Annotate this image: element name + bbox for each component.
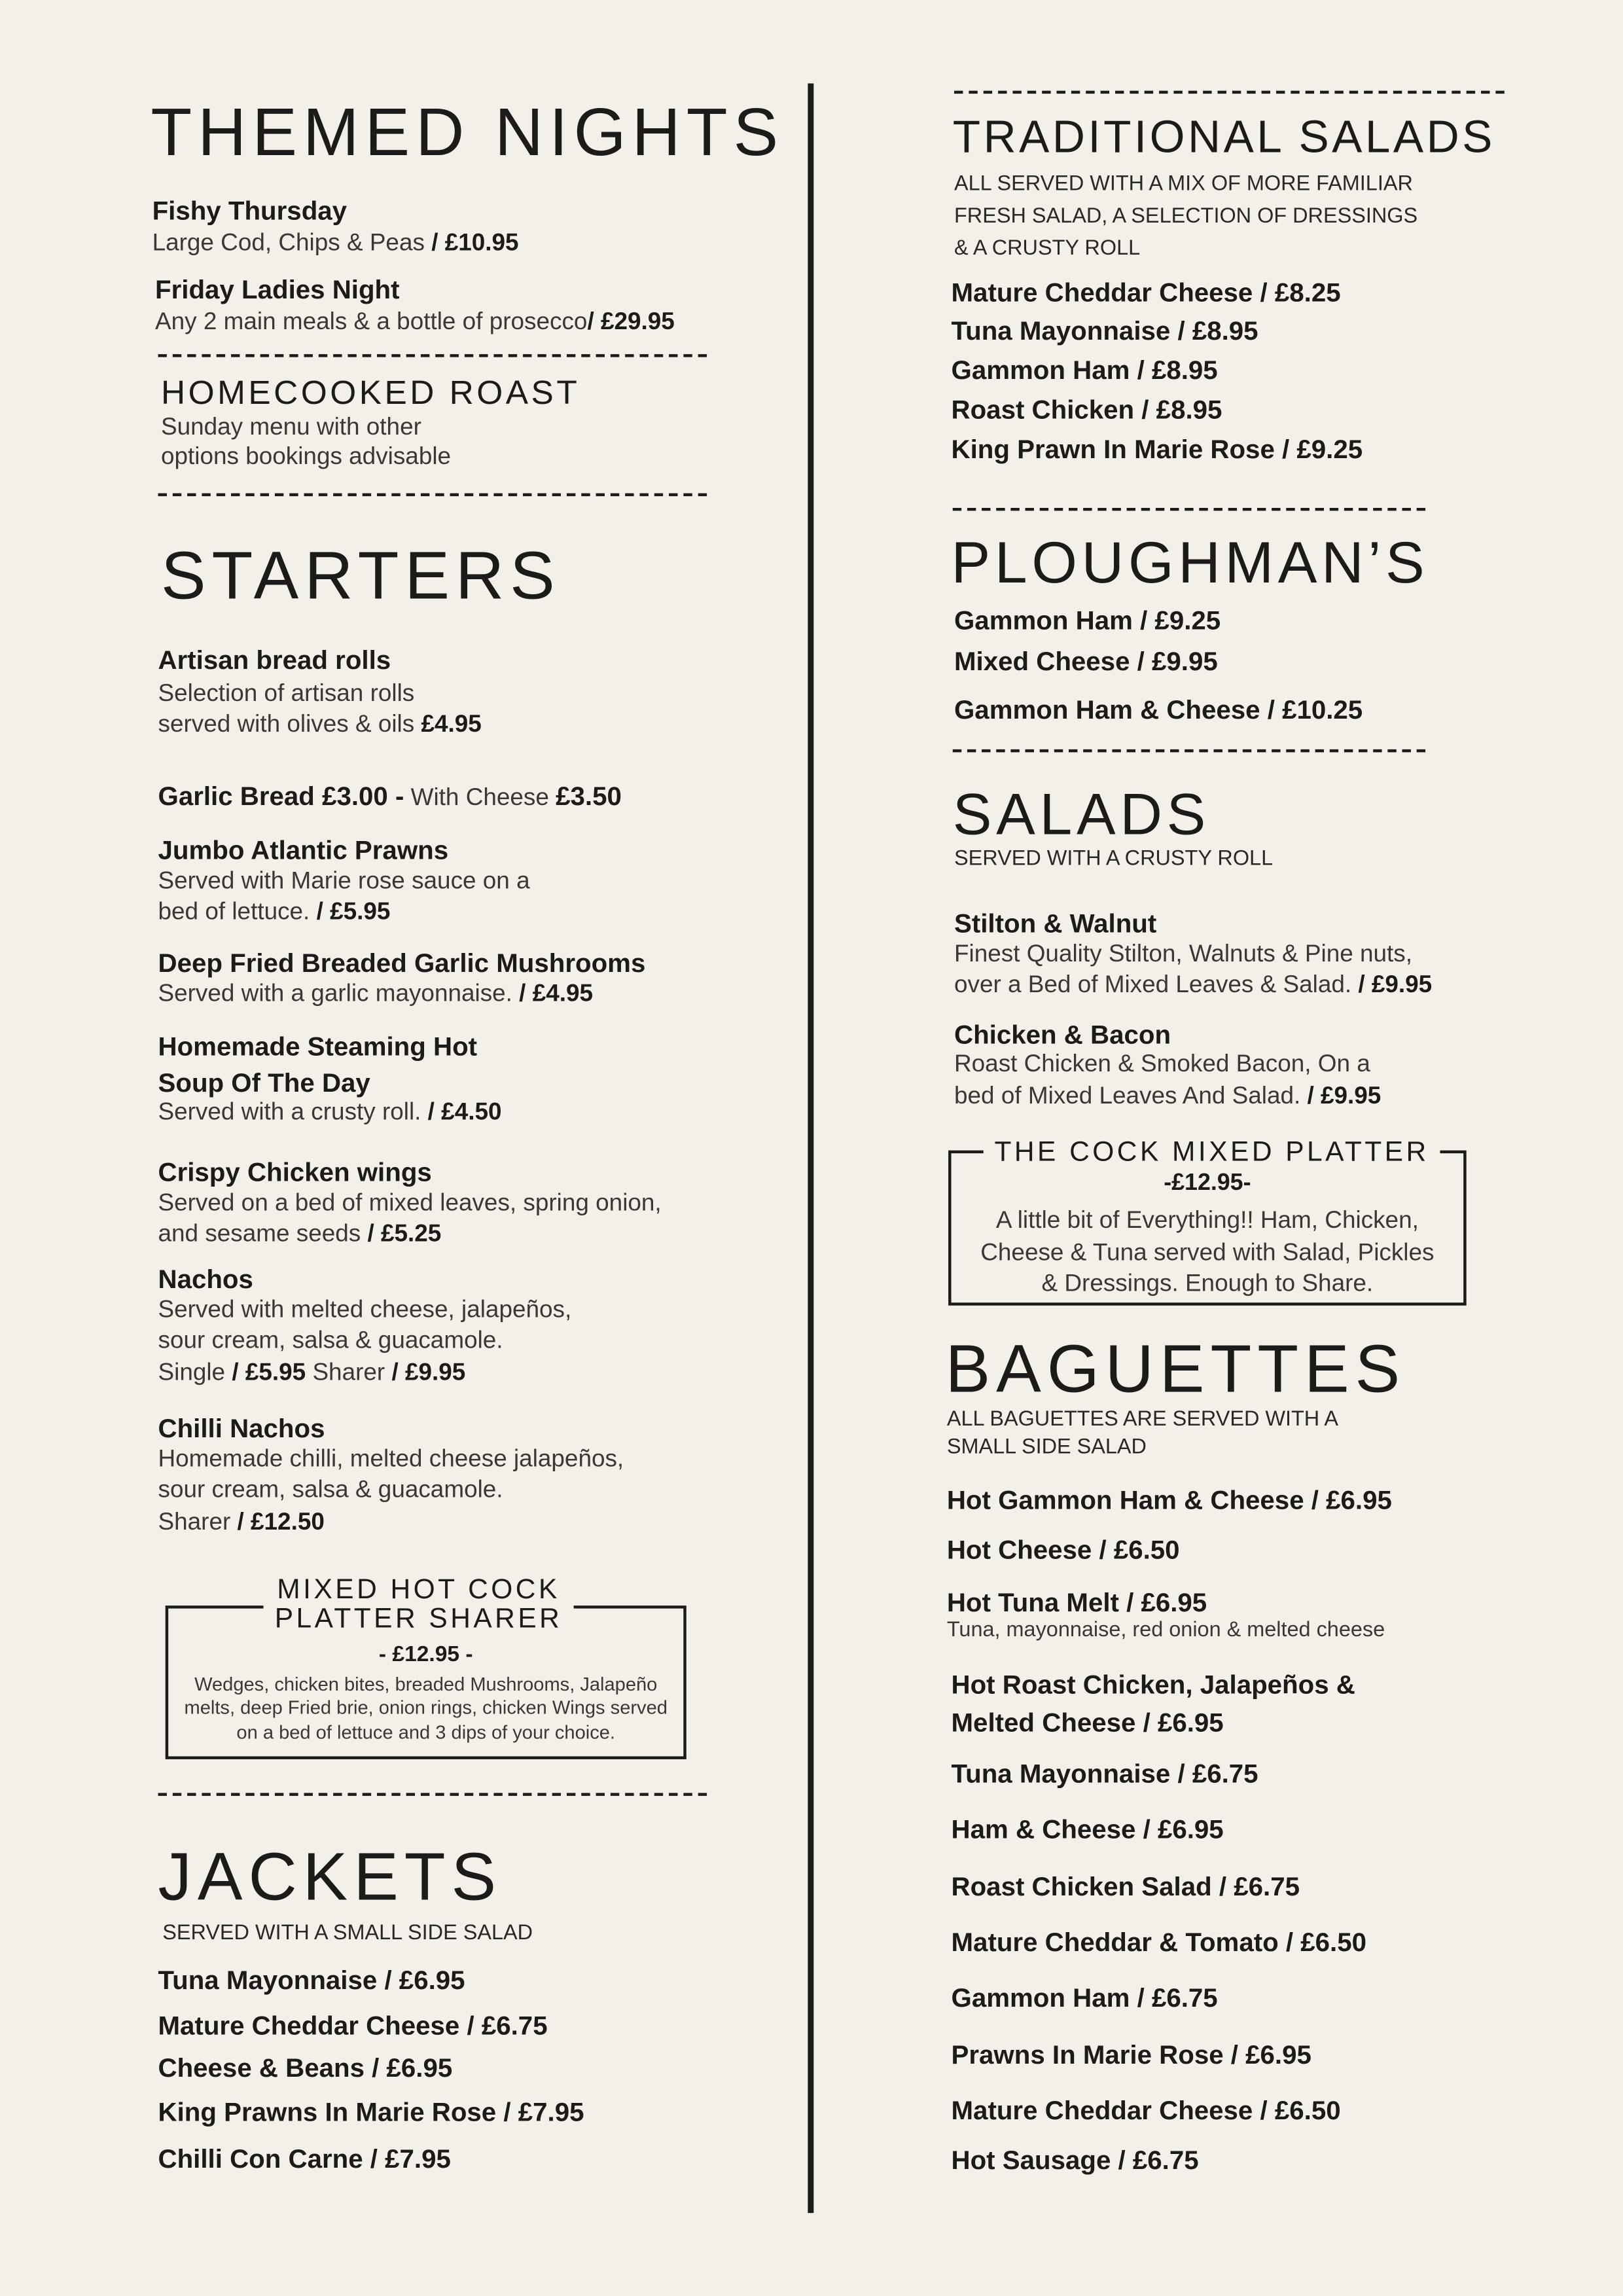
price: £4.95 xyxy=(421,711,482,738)
menu-item: Mature Cheddar Cheese / £8.25 xyxy=(951,278,1341,308)
menu-item-desc: sour cream, salsa & guacamole. xyxy=(158,1327,503,1354)
menu-item-name: Fishy Thursday xyxy=(152,196,348,226)
platter-sharer-title xyxy=(264,1576,574,1634)
roast-desc: Sunday menu with other xyxy=(160,414,421,441)
price: / £10.95 xyxy=(431,230,519,257)
desc-line: Wedges, chicken bites, breaded Mushrooms, Jalapeño xyxy=(194,1672,658,1695)
menu-item-name: Friday Ladies Night xyxy=(155,275,400,305)
menu-item: Hot Gammon Ham & Cheese / £6.95 xyxy=(946,1485,1392,1515)
menu-item-desc: Served on a bed of mixed leaves, spring onion, xyxy=(158,1190,662,1217)
menu-item-prices xyxy=(158,1361,466,1386)
baguettes-desc: ALL BAGUETTES ARE SERVED WITH A xyxy=(946,1408,1339,1432)
menu-item: Gammon Ham / £6.75 xyxy=(951,1983,1218,2013)
platter-desc xyxy=(166,1673,687,1744)
menu-item: Mature Cheddar Cheese / £6.50 xyxy=(951,2096,1341,2125)
price: / £12.50 xyxy=(237,1509,325,1535)
menu-item: Hot Roast Chicken, Jalapeños & xyxy=(951,1670,1355,1700)
desc-line: A little bit of Everything!! Ham, Chicken, xyxy=(995,1207,1419,1234)
price: / £5.95 xyxy=(316,899,391,925)
menu-item: Prawns In Marie Rose / £6.95 xyxy=(951,2040,1311,2070)
menu-item-desc: Tuna, mayonnaise, red onion & melted cheese xyxy=(946,1619,1385,1643)
price: / £29.95 xyxy=(587,308,675,336)
menu-item: Cheese & Beans / £6.95 xyxy=(158,2053,453,2083)
size-label: Sharer xyxy=(306,1359,392,1386)
desc-text: bed of Mixed Leaves And Salad. xyxy=(954,1083,1308,1110)
menu-item-name: Jumbo Atlantic Prawns xyxy=(158,835,449,865)
size-label: Single xyxy=(158,1359,232,1386)
menu-item: Tuna Mayonnaise / £8.95 xyxy=(951,316,1258,346)
menu-item: Gammon Ham & Cheese / £10.25 xyxy=(954,695,1363,725)
price: £3.50 xyxy=(556,781,622,811)
menu-item-desc: Served with Marie rose sauce on a xyxy=(158,868,530,895)
dashed-divider xyxy=(158,354,707,357)
menu-item-desc xyxy=(158,1222,442,1246)
traditional-salads-heading: TRADITIONAL SALADS xyxy=(952,111,1495,163)
menu-item-desc xyxy=(954,1085,1381,1109)
salads-subtitle: SERVED WITH A CRUSTY ROLL xyxy=(954,847,1274,871)
menu-item-desc xyxy=(158,1101,502,1125)
menu-item-name: Chilli Nachos xyxy=(158,1414,325,1443)
title-line: PLATTER SHARER xyxy=(274,1604,563,1635)
menu-item-name: Soup Of The Day xyxy=(158,1068,370,1098)
menu-item: Hot Sausage / £6.75 xyxy=(951,2145,1199,2175)
dashed-divider xyxy=(953,749,1425,752)
menu-item: Gammon Ham / £9.25 xyxy=(954,605,1221,636)
homecooked-roast-heading: HOMECOOKED ROAST xyxy=(160,373,580,412)
size-label: Sharer xyxy=(158,1509,238,1535)
menu-item: Mixed Cheese / £9.95 xyxy=(954,647,1218,677)
desc-line: & Dressings. Enough to Share. xyxy=(1041,1270,1374,1297)
dashed-divider xyxy=(158,1793,707,1795)
menu-item-name: Deep Fried Breaded Garlic Mushrooms xyxy=(158,948,646,978)
menu-item: Chilli Con Carne / £7.95 xyxy=(158,2144,451,2174)
menu-item: Hot Cheese / £6.50 xyxy=(946,1535,1180,1565)
menu-item-desc xyxy=(152,231,519,255)
menu-item-desc: sour cream, salsa & guacamole. xyxy=(158,1477,503,1503)
menu-item-garlic-bread xyxy=(158,783,622,810)
menu-item-desc: Served with melted cheese, jalapeños, xyxy=(158,1297,572,1323)
menu-item: Ham & Cheese / £6.95 xyxy=(951,1814,1224,1844)
column-divider xyxy=(808,83,813,2213)
price: / £4.50 xyxy=(427,1099,502,1126)
title-line: MIXED HOT COCK xyxy=(277,1575,560,1606)
price: / £9.95 xyxy=(1307,1083,1382,1110)
menu-item-name: Garlic Bread £3.00 - xyxy=(158,781,404,811)
desc-text: Any 2 main meals & a bottle of prosecco xyxy=(155,308,588,336)
menu-item: Melted Cheese / £6.95 xyxy=(951,1708,1224,1738)
menu-item-desc: Selection of artisan rolls xyxy=(158,680,415,708)
dashed-divider xyxy=(953,508,1425,511)
menu-item-name: Chicken & Bacon xyxy=(954,1020,1171,1050)
traditional-desc: FRESH SALAD, A SELECTION OF DRESSINGS xyxy=(954,205,1418,228)
menu-item: Mature Cheddar & Tomato / £6.50 xyxy=(951,1928,1367,1957)
menu-item-desc xyxy=(155,310,675,334)
desc-text: bed of lettuce. xyxy=(158,899,317,925)
desc-text: Large Cod, Chips & Peas xyxy=(152,230,432,257)
dashed-divider xyxy=(954,91,1505,94)
desc-line: on a bed of lettuce and 3 dips of your choice. xyxy=(236,1720,616,1743)
platter-price: -£12.95- xyxy=(1164,1170,1251,1196)
menu-item-desc: Homemade chilli, melted cheese jalapeños, xyxy=(158,1446,624,1473)
menu-item-desc xyxy=(158,713,482,737)
price: / £5.25 xyxy=(367,1220,442,1247)
desc-line: Cheese & Tuna served with Salad, Pickles xyxy=(980,1238,1435,1266)
menu-item: King Prawns In Marie Rose / £7.95 xyxy=(158,2097,584,2127)
menu-item-desc: Roast Chicken & Smoked Bacon, On a xyxy=(954,1050,1370,1077)
traditional-desc: & A CRUSTY ROLL xyxy=(954,237,1141,261)
menu-item: Roast Chicken Salad / £6.75 xyxy=(951,1872,1300,1901)
price: / £4.95 xyxy=(519,980,594,1007)
menu-item-prices xyxy=(158,1511,325,1535)
desc-text: over a Bed of Mixed Leaves & Salad. xyxy=(954,971,1359,999)
menu-item: Hot Tuna Melt / £6.95 xyxy=(946,1588,1207,1618)
price: / £9.95 xyxy=(1358,971,1433,999)
roast-desc: options bookings advisable xyxy=(160,443,452,470)
menu-item: Roast Chicken / £8.95 xyxy=(951,395,1222,425)
traditional-desc: ALL SERVED WITH A MIX OF MORE FAMILIAR xyxy=(954,172,1413,196)
menu-item-name: Stilton & Walnut xyxy=(954,908,1157,939)
menu-item-desc xyxy=(158,900,391,924)
platter-desc xyxy=(948,1206,1467,1300)
menu-item-desc xyxy=(954,973,1432,997)
baguettes-heading: BAGUETTES xyxy=(945,1330,1406,1407)
ploughmans-heading: PLOUGHMAN’S xyxy=(951,531,1429,596)
menu-item: Tuna Mayonnaise / £6.95 xyxy=(158,1965,465,1995)
menu-item-desc: Finest Quality Stilton, Walnuts & Pine nuts, xyxy=(954,941,1413,968)
desc-line: melts, deep Fried brie, onion rings, chicken Wings served xyxy=(184,1696,668,1719)
desc-text: Served with a crusty roll. xyxy=(158,1099,428,1126)
menu-item-name: Artisan bread rolls xyxy=(158,645,391,675)
platter-price: - £12.95 - xyxy=(378,1642,473,1668)
salads-heading: SALADS xyxy=(952,783,1211,848)
baguettes-desc: SMALL SIDE SALAD xyxy=(946,1435,1147,1460)
menu-item: Gammon Ham / £8.95 xyxy=(951,355,1218,386)
jackets-subtitle: SERVED WITH A SMALL SIDE SALAD xyxy=(162,1922,533,1945)
menu-item-desc xyxy=(158,982,594,1006)
themed-nights-heading: THEMED NIGHTS xyxy=(151,94,785,170)
price: / £9.95 xyxy=(391,1359,466,1386)
price: / £5.95 xyxy=(232,1359,306,1386)
desc-text: and sesame seeds xyxy=(158,1220,368,1247)
menu-item-name: Homemade Steaming Hot xyxy=(158,1031,478,1062)
menu-item: Mature Cheddar Cheese / £6.75 xyxy=(158,2011,548,2041)
cock-mixed-platter-title: THE COCK MIXED PLATTER xyxy=(984,1139,1440,1168)
menu-item-name: Nachos xyxy=(158,1265,253,1294)
menu-item-name: Crispy Chicken wings xyxy=(158,1157,432,1187)
dashed-divider xyxy=(158,493,707,496)
jackets-heading: JACKETS xyxy=(158,1838,503,1914)
menu-item: Tuna Mayonnaise / £6.75 xyxy=(951,1759,1258,1789)
menu-item: King Prawn In Marie Rose / £9.25 xyxy=(951,435,1363,464)
desc-text: Served with a garlic mayonnaise. xyxy=(158,980,520,1007)
desc-text: With Cheese xyxy=(404,784,556,811)
starters-heading: STARTERS xyxy=(160,537,561,613)
desc-text: served with olives & oils xyxy=(158,711,421,738)
